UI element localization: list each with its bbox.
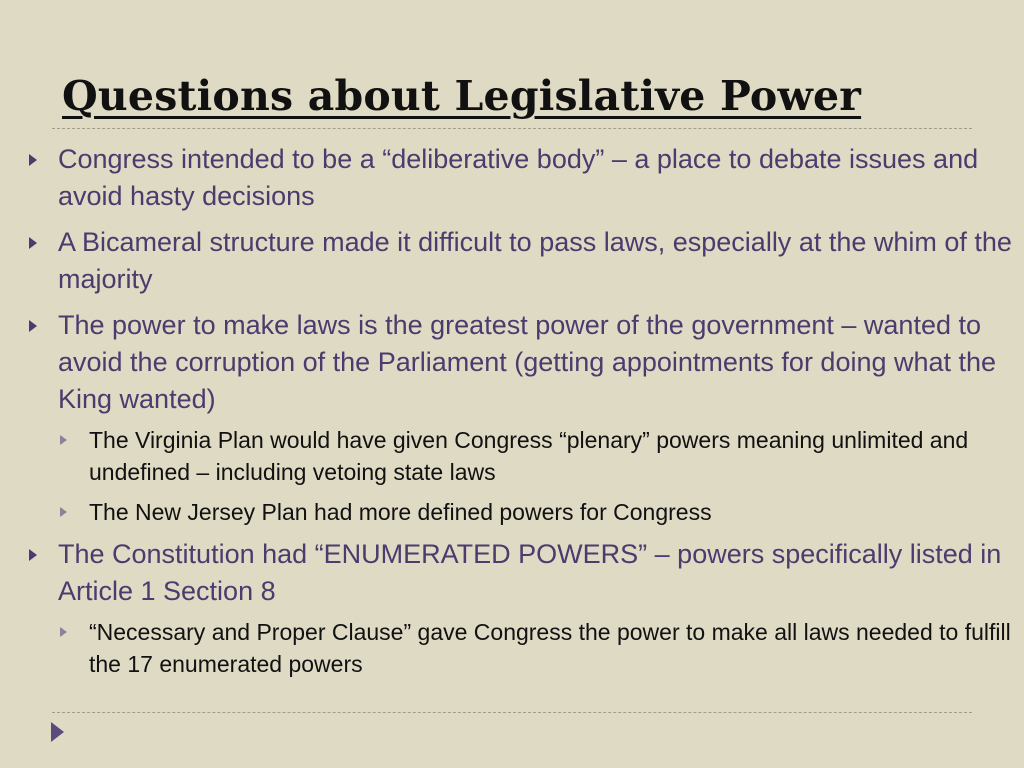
bullet-text: A Bicameral structure made it difficult to pass laws, especially at the whim of the majority xyxy=(58,227,1012,294)
triangle-right-icon xyxy=(51,722,64,742)
bullet-item xyxy=(24,224,1014,298)
bullet-item xyxy=(24,141,1014,215)
sub-bullet-text: The New Jersey Plan had more defined powers for Congress xyxy=(89,499,712,525)
sub-bullet-item xyxy=(24,496,1014,528)
title-divider xyxy=(52,128,972,129)
sub-bullet-text: “Necessary and Proper Clause” gave Congress the power to make all laws needed to fulfill the 17 enumerated powers xyxy=(89,619,1011,677)
bullet-text: Congress intended to be a “deliberative body” – a place to debate issues and avoid hasty decisions xyxy=(58,144,979,211)
sub-bullet-item xyxy=(24,616,1014,680)
bullet-item xyxy=(24,536,1014,610)
triangle-bullet-icon xyxy=(29,237,37,249)
bullet-text: The Constitution had “ENUMERATED POWERS” – powers specifically listed in Article 1 Section 8 xyxy=(58,539,1002,606)
triangle-bullet-icon xyxy=(29,154,37,166)
bullet-item xyxy=(24,307,1014,418)
bullet-list xyxy=(24,141,1014,688)
triangle-outline-bullet-icon xyxy=(60,627,67,637)
triangle-bullet-icon xyxy=(29,320,37,332)
slide-title: Questions about Legislative Power xyxy=(62,72,862,120)
triangle-outline-bullet-icon xyxy=(60,435,67,445)
bullet-text: The power to make laws is the greatest power of the government – wanted to avoid the corruption of the Parliament (getting appointments for doing what the King wanted) xyxy=(58,310,997,414)
footer-divider xyxy=(52,712,972,713)
triangle-bullet-icon xyxy=(29,549,37,561)
sub-bullet-item xyxy=(24,424,1014,488)
triangle-outline-bullet-icon xyxy=(60,507,67,517)
sub-bullet-text: The Virginia Plan would have given Congress “plenary” powers meaning unlimited and undefined – including vetoing state laws xyxy=(89,427,969,485)
